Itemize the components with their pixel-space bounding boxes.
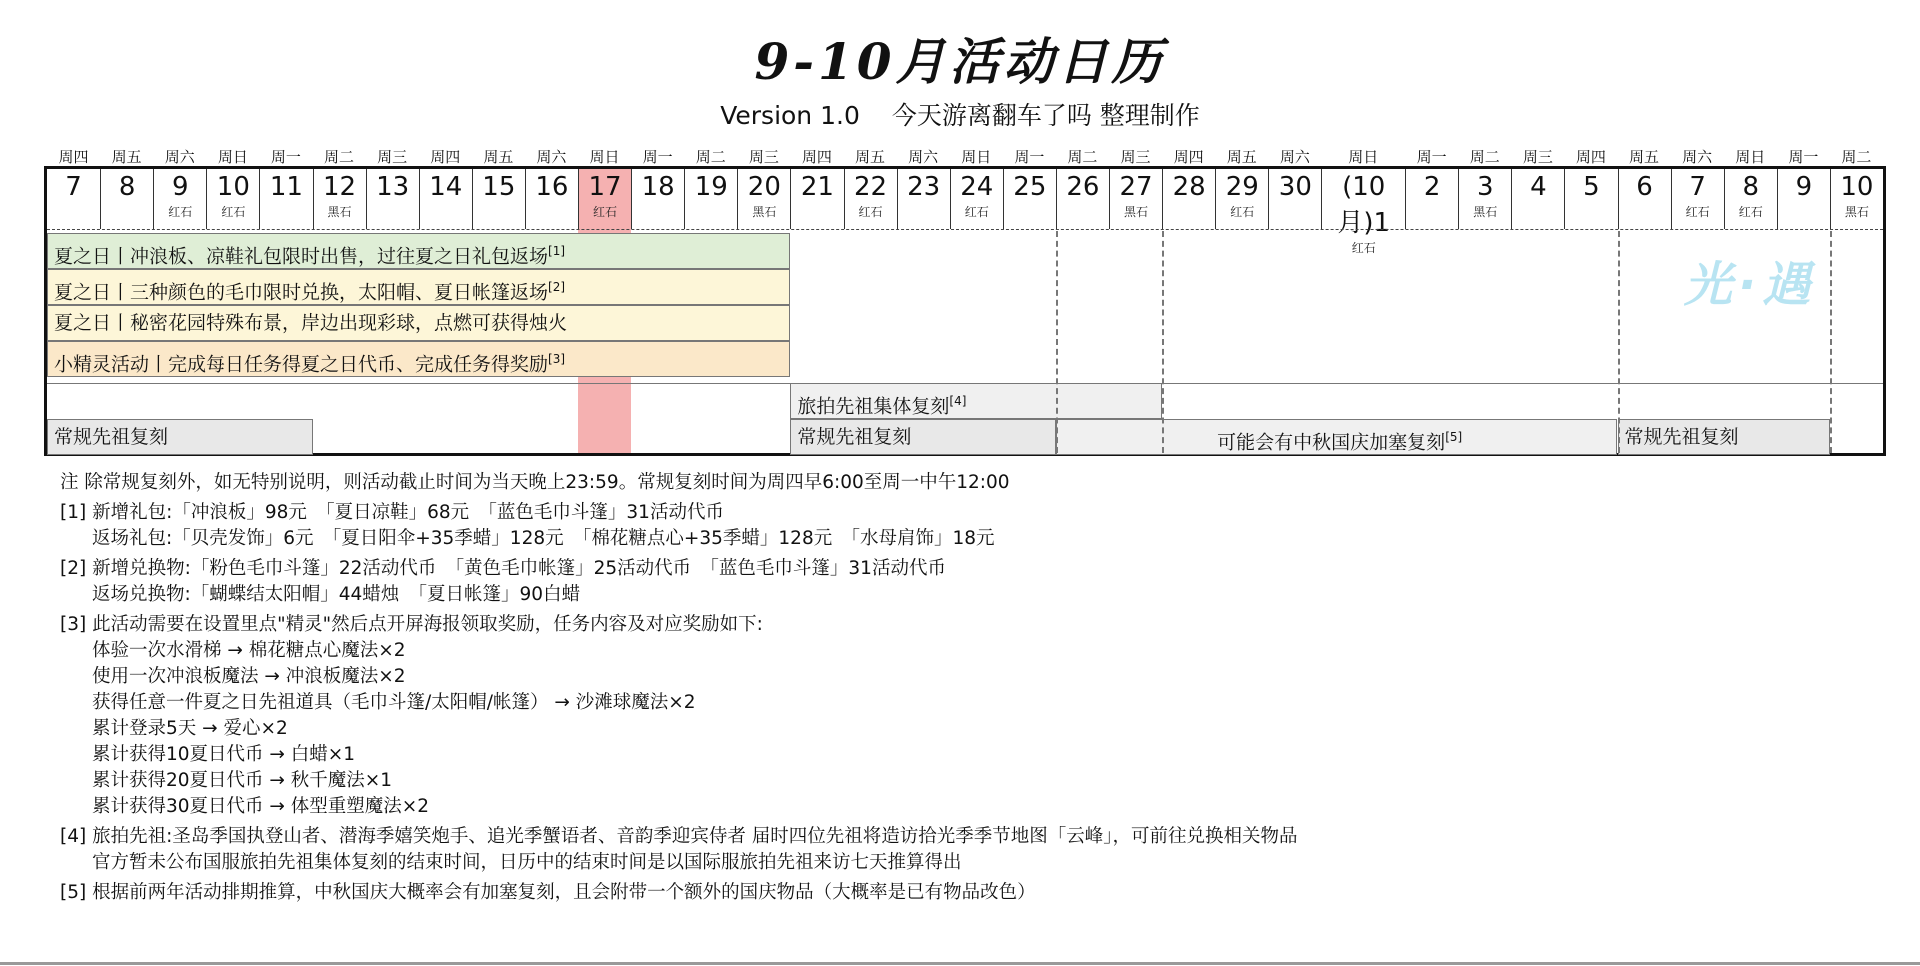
day-cell	[897, 169, 950, 229]
day-cell	[1458, 169, 1511, 229]
weekday-label: 周四	[801, 148, 832, 166]
day-number: 29	[1225, 172, 1259, 202]
day-number: 8	[118, 172, 136, 202]
day-number: 20	[747, 172, 781, 202]
day-cell	[525, 169, 578, 229]
weekday-label: 周四	[430, 148, 461, 166]
weekday-label: 周五	[483, 148, 514, 166]
event-label: 小精灵活动丨完成每日任务得夏之日代币、完成任务得奖励	[54, 353, 549, 376]
day-cell	[684, 169, 737, 229]
event-bar-regular-rerun-1	[47, 419, 313, 455]
day-cell	[1056, 169, 1109, 229]
page-title: 9-10月活动日历	[754, 32, 1166, 91]
day-cell	[790, 169, 843, 229]
event-bar-regular-rerun-2	[790, 419, 1056, 455]
row-divider	[47, 383, 1883, 384]
event-bar-secret-garden	[47, 305, 790, 341]
shard-label: 红石	[1685, 205, 1710, 219]
note-1-returning-packs: 返场礼包:「贝壳发饰」6元 「夏日阳伞+35季蜡」128元 「棉花糖点心+35季蜡」128元 「水母肩饰」18元	[92, 528, 995, 549]
shard-label: 红石	[1351, 241, 1376, 255]
day-number: 14	[429, 172, 463, 202]
event-bar-spirit-activity	[47, 341, 790, 377]
event-bar-summer-giftpacks	[47, 233, 790, 269]
shard-label: 黑石	[1844, 205, 1869, 219]
event-label: 常规先祖复刻	[1624, 426, 1739, 448]
week-divider	[1162, 231, 1164, 453]
day-cell	[47, 169, 100, 229]
weekday-label: 周二	[1067, 148, 1098, 166]
day-number: 7	[65, 172, 82, 202]
day-cell	[1321, 169, 1405, 255]
day-number: 4	[1530, 172, 1547, 202]
day-cell	[153, 169, 206, 229]
day-cell	[1215, 169, 1268, 229]
day-number: 22	[854, 172, 888, 202]
credit-label: 今天游离翻车了吗 整理制作	[891, 101, 1200, 130]
day-number: 25	[1013, 172, 1047, 202]
day-cell	[578, 169, 631, 229]
note-5-holiday-rerun: [5] 根据前两年活动排期推算，中秋国庆大概率会有加塞复刻，且会附带一个额外的国庆物品（大概率是已有物品改色）	[60, 882, 1036, 903]
weekday-label: 周日	[961, 148, 992, 166]
day-number: 2	[1423, 172, 1441, 202]
day-number: 7	[1689, 172, 1706, 202]
footnote-ref: [2]	[548, 280, 566, 294]
weekday-label: 周日	[1348, 148, 1379, 166]
day-cell	[1564, 169, 1617, 229]
day-cell	[472, 169, 525, 229]
event-label: 常规先祖复刻	[797, 426, 912, 448]
weekday-label: 周三	[1522, 148, 1553, 166]
task-item: 体验一次水滑梯 → 棉花糖点心魔法×2	[92, 640, 406, 661]
day-number: (10月)1	[1337, 172, 1391, 238]
footnote-ref: [1]	[548, 244, 566, 258]
day-number: 19	[694, 172, 728, 202]
weekday-label: 周四	[1173, 148, 1204, 166]
version-label: Version 1.0	[720, 101, 860, 130]
day-number: 5	[1583, 172, 1600, 202]
weekday-label: 周三	[377, 148, 408, 166]
day-number: 12	[323, 172, 357, 202]
task-item: 累计获得20夏日代币 → 秋千魔法×1	[92, 770, 393, 791]
weekday-label: 周二	[324, 148, 355, 166]
week-divider	[1056, 231, 1058, 453]
weekday-label: 周五	[855, 148, 886, 166]
weekday-label: 周一	[642, 148, 673, 166]
task-item: 累计获得30夏日代币 → 体型重塑魔法×2	[92, 796, 430, 817]
weekday-label: 周五	[1226, 148, 1257, 166]
shard-label: 红石	[168, 205, 193, 219]
day-cell	[1268, 169, 1321, 229]
event-label: 夏之日丨冲浪板、凉鞋礼包限时出售，过往夏之日礼包返场	[54, 245, 549, 268]
weekday-label: 周一	[1788, 148, 1819, 166]
note-1-new-packs: [1] 新增礼包:「冲浪板」98元 「夏日凉鞋」68元 「蓝色毛巾斗篷」31活动代币	[60, 502, 724, 523]
day-cell	[366, 169, 419, 229]
task-item: 获得任意一件夏之日先祖道具（毛巾斗篷/太阳帽/帐篷） → 沙滩球魔法×2	[92, 692, 696, 713]
day-cell	[313, 169, 366, 229]
day-cell	[631, 169, 684, 229]
calendar-grid	[44, 166, 1886, 456]
shard-label: 红石	[1738, 205, 1763, 219]
day-number: 9	[171, 172, 189, 202]
day-number: 11	[269, 172, 303, 202]
day-cell	[950, 169, 1003, 229]
day-cell	[844, 169, 897, 229]
weekday-label: 周三	[1120, 148, 1151, 166]
day-number: 16	[535, 172, 569, 202]
day-number: 10	[1840, 172, 1874, 202]
day-number: 26	[1066, 172, 1100, 202]
event-bar-traveling-spirits	[790, 383, 1162, 419]
bottom-divider	[0, 962, 1920, 965]
note-3-task-list	[60, 638, 1880, 820]
shard-label: 红石	[221, 205, 246, 219]
day-number: 24	[960, 172, 994, 202]
weekday-label: 周五	[1629, 148, 1660, 166]
note-4-traveling-spirits: [4] 旅拍先祖:圣岛季国执登山者、潜海季嬉笑炮手、追光季蟹语者、音韵季迎宾侍者 届时四位先祖将造访拾光季季节地图「云峰」，可前往兑换相关物品	[60, 826, 1298, 847]
note-2-new-exchange: [2] 新增兑换物:「粉色毛巾斗篷」22活动代币 「黄色毛巾帐篷」25活动代币 「蓝色毛巾斗篷」31活动代币	[60, 558, 946, 579]
shard-label: 红石	[858, 205, 883, 219]
event-bar-summer-towels	[47, 269, 790, 305]
weekday-label: 周六	[1279, 148, 1310, 166]
shard-label: 红石	[1230, 205, 1255, 219]
week-divider	[1830, 231, 1832, 453]
weekday-header-row	[44, 146, 1886, 166]
day-number: 30	[1278, 172, 1312, 202]
day-cell	[1618, 169, 1671, 229]
weekday-label: 周四	[58, 148, 89, 166]
day-cell	[1830, 169, 1883, 229]
event-label: 可能会有中秋国庆加塞复刻	[1217, 431, 1446, 454]
day-cell	[1777, 169, 1830, 229]
day-cell	[206, 169, 259, 229]
footnote-ref: [5]	[1445, 430, 1463, 444]
weekday-label: 周六	[536, 148, 567, 166]
day-cell	[1511, 169, 1564, 229]
shard-label: 黑石	[1124, 205, 1149, 219]
weekday-label: 周二	[1841, 148, 1872, 166]
weekday-label: 周五	[111, 148, 142, 166]
day-cell	[1671, 169, 1724, 229]
weekday-label: 周日	[217, 148, 248, 166]
note-4-end-time: 官方暂未公布国服旅拍先祖集体复刻的结束时间，日历中的结束时间是以国际服旅拍先祖来访七天推算得出	[92, 852, 962, 873]
day-number: 8	[1742, 172, 1759, 202]
day-number: 15	[482, 172, 516, 202]
weekday-label: 周六	[164, 148, 195, 166]
weekday-label: 周六	[908, 148, 939, 166]
week-divider	[1618, 231, 1620, 453]
task-item: 累计登录5天 → 爱心×2	[92, 718, 288, 739]
weekday-label: 周六	[1682, 148, 1713, 166]
day-number: 27	[1119, 172, 1153, 202]
day-number: 9	[1795, 172, 1813, 202]
footnote-ref: [3]	[548, 352, 566, 366]
day-cell	[1109, 169, 1162, 229]
event-label: 旅拍先祖集体复刻	[797, 395, 950, 418]
day-cell	[259, 169, 312, 229]
sky-logo-watermark: 光·遇	[1684, 257, 1817, 313]
day-cell	[1162, 169, 1215, 229]
weekday-label: 周二	[1469, 148, 1500, 166]
day-cell	[1003, 169, 1056, 229]
shard-label: 黑石	[1473, 205, 1498, 219]
day-number: 10	[216, 172, 250, 202]
task-item: 使用一次冲浪板魔法 → 冲浪板魔法×2	[92, 666, 406, 687]
weekday-label: 周四	[1575, 148, 1606, 166]
event-label: 夏之日丨三种颜色的毛巾限时兑换，太阳帽、夏日帐篷返场	[54, 281, 549, 304]
weekday-label: 周一	[1416, 148, 1447, 166]
day-number: 6	[1636, 172, 1653, 202]
event-bar-holiday-rerun	[1056, 419, 1618, 455]
footnotes-section	[60, 470, 1880, 906]
note-3-spirit-activity: [3] 此活动需要在设置里点"精灵"然后点开屏海报领取奖励，任务内容及对应奖励如下:	[60, 614, 763, 635]
event-label: 夏之日丨秘密花园特殊布景，岸边出现彩球，点燃可获得烛火	[54, 312, 568, 334]
shard-label: 黑石	[327, 205, 352, 219]
footnote-ref: [4]	[949, 394, 967, 408]
shard-label: 黑石	[752, 205, 777, 219]
day-number: 18	[641, 172, 675, 202]
weekday-label: 周二	[695, 148, 726, 166]
weekday-label: 周三	[748, 148, 779, 166]
page-subtitle	[0, 96, 1920, 132]
day-cell	[1724, 169, 1777, 229]
event-label: 常规先祖复刻	[54, 426, 169, 448]
note-general: 注 除常规复刻外，如无特别说明，则活动截止时间为当天晚上23:59。常规复刻时间为周四早6:00至周一中午12:00	[60, 472, 1010, 493]
shard-label: 红石	[964, 205, 989, 219]
day-number: 23	[907, 172, 941, 202]
task-item: 累计获得10夏日代币 → 白蜡×1	[92, 744, 356, 765]
day-number: 13	[376, 172, 410, 202]
note-2-returning-exchange: 返场兑换物:「蝴蝶结太阳帽」44蜡烛 「夏日帐篷」90白蜡	[92, 584, 581, 605]
day-cell	[737, 169, 790, 229]
date-row-divider	[47, 229, 1883, 230]
day-number: 28	[1172, 172, 1206, 202]
weekday-label: 周日	[1735, 148, 1766, 166]
day-cell	[419, 169, 472, 229]
weekday-label: 周一	[270, 148, 301, 166]
day-number: 3	[1476, 172, 1494, 202]
shard-label: 红石	[593, 205, 618, 219]
day-number: 21	[800, 172, 834, 202]
day-number: 17	[588, 172, 622, 202]
weekday-label: 周一	[1014, 148, 1045, 166]
day-cell	[1405, 169, 1458, 229]
day-cell	[100, 169, 153, 229]
event-bar-regular-rerun-3	[1618, 419, 1830, 455]
weekday-label: 周日	[589, 148, 620, 166]
